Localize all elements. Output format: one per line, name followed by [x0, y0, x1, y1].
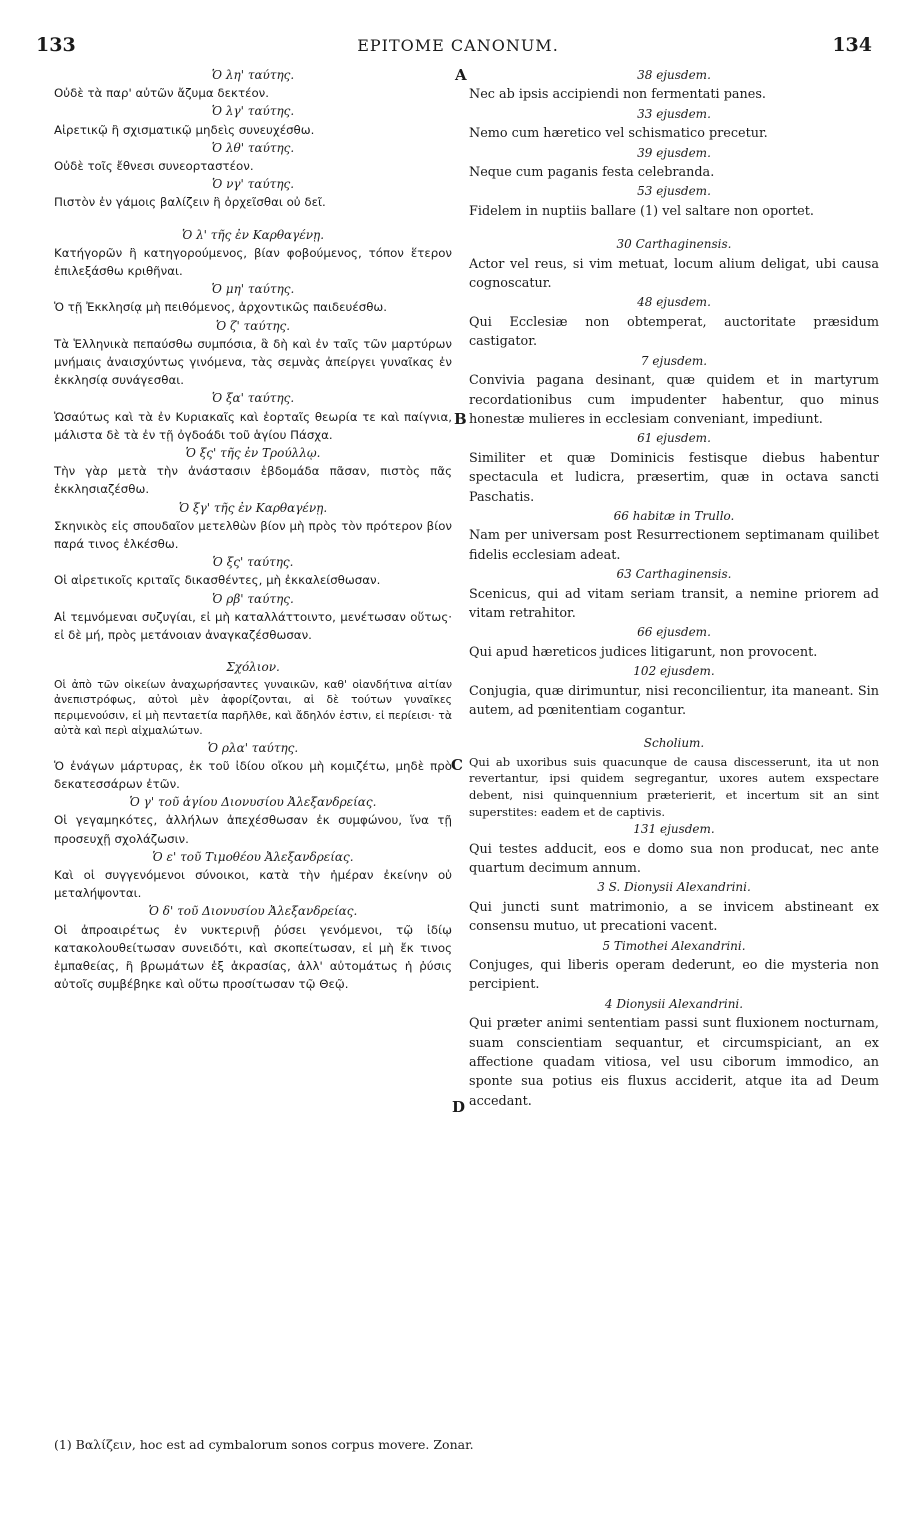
greek-canon-entry — [54, 102, 452, 138]
greek-canon-text: Πιστὸν ἐν γάμοις βαλίζειν ἢ ὀρχεῖσθαι οὐ δεῖ. — [54, 195, 326, 210]
latin-canon-text: Qui ab uxoribus suis quacunque de causa discesserunt, ita ut non revertantur, ipsi quidem segregantur, uxores autem exspectare debent, nisi quinquennium præterierit, et incertum sit an sint superstites: eadem et de captivis. — [469, 754, 879, 819]
latin-canon-heading: 61 ejusdem. — [637, 431, 711, 446]
greek-canon-heading: Ὁ ρλα' ταύτης. — [207, 740, 299, 755]
greek-canon-entry — [54, 793, 452, 848]
greek-canon-entry — [54, 139, 452, 175]
latin-canon-heading: 5 Timothei Alexandrini. — [602, 938, 746, 953]
latin-canon-heading: 3 S. Dionysii Alexandrini. — [597, 880, 751, 895]
margin-letter-c: C — [451, 756, 463, 774]
section-gap — [469, 221, 879, 235]
latin-canon-text: Conjuges, qui liberis operam dederunt, eo die mysteria non percipient. — [469, 958, 879, 993]
greek-canon-heading: Ὁ λθ' ταύτης. — [211, 140, 295, 155]
page-header — [0, 34, 916, 60]
greek-canon-text: Κατήγορῶν ἢ κατηγορούμενος, βίαν φοβούμενος, τόπον ἕτερον ἐπιλεξάσθω κριθῆναι. — [54, 245, 452, 279]
latin-canon-entry — [469, 105, 879, 144]
latin-canon-heading: 39 ejusdem. — [637, 145, 711, 160]
greek-canon-heading: Ὁ μη' ταύτης. — [211, 282, 295, 297]
latin-canon-heading: 131 ejusdem. — [633, 822, 715, 837]
latin-canon-text: Qui Ecclesiæ non obtemperat, auctoritate præsidum castigator. — [469, 314, 879, 350]
latin-column — [469, 66, 879, 1111]
latin-canon-entry — [469, 182, 879, 221]
section-gap — [54, 212, 452, 226]
latin-canon-entry — [469, 937, 879, 995]
greek-canon-entry — [54, 280, 452, 316]
latin-canon-heading: 66 ejusdem. — [637, 625, 711, 640]
latin-canon-entry — [469, 734, 879, 820]
greek-column — [54, 66, 452, 993]
latin-canon-text: Nam per universam post Resurrectionem septimanam quilibet fidelis ecclesiam adeat. — [469, 528, 879, 563]
latin-canon-text: Qui juncti sunt matrimonio, a se invicem abstineant ex consensu mutuo, ut precationi vacent. — [469, 899, 879, 935]
latin-canon-entry — [469, 507, 879, 565]
greek-canon-entry — [54, 499, 452, 554]
latin-canon-text: Qui præter animi sententiam passi sunt fluxionem nocturnam, suam conscientiam sequantur, et circumspiciant, an ex affectione quadam vitiosa, vel usu ciborum immodico, an sponte sua potius eis fluxus acciderit, atque ita ad Deum accedant. — [469, 1016, 879, 1109]
latin-canon-heading: 63 Carthaginensis. — [616, 567, 732, 582]
latin-canon-text: Convivia pagana desinant, quæ quidem et in martyrum recordationibus cum impudenter habentur, quo minus honestæ mulieres in ecclesiam conveniant, impediunt. — [469, 373, 879, 427]
greek-canon-heading: Ὁ λγ' ταύτης. — [211, 104, 295, 119]
greek-canon-text: Αἱ τεμνόμεναι συζυγίαι, εἰ μὴ καταλλάττοιντο, μενέτωσαν οὕτως· εἰ δὲ μή, πρὸς μετάνοιαν ἀναγκαζέσθωσαν. — [54, 609, 452, 643]
greek-canon-heading: Ὁ νγ' ταύτης. — [211, 177, 295, 192]
latin-canon-text: Nemo cum hæretico vel schismatico precetur. — [469, 126, 768, 142]
greek-canon-text: Αἱρετικῷ ἢ σχισματικῷ μηδεὶς συνευχέσθω. — [54, 122, 315, 137]
latin-canon-entry — [469, 235, 879, 293]
latin-canon-text: Fidelem in nuptiis ballare (1) vel saltare non oportet. — [469, 203, 814, 219]
latin-canon-entry — [469, 352, 879, 430]
latin-canon-entry — [469, 623, 879, 662]
greek-canon-heading: Ὁ ξγ' τῆς ἐν Καρθαγένῃ. — [178, 500, 328, 515]
section-gap — [469, 720, 879, 734]
greek-canon-entry — [54, 902, 452, 993]
greek-canon-text: Οἱ ἀπὸ τῶν οἰκείων ἀναχωρήσαντες γυναικῶν, καθ' οἱανδήτινα αἰτίαν ἀνεπιστρόφως, αὐτοὶ μὲν ἀφορίζονται, αἱ δὲ τούτων γυναῖκες περιμενούσιν, εἰ μὴ πενταετία παρῆλθε, καὶ ἄδηλόν ἐστιν, εἰ περίεισι· τὰ αὐτὰ καὶ περὶ αἰχμαλώτων. — [54, 677, 452, 737]
greek-canon-entry — [54, 739, 452, 794]
greek-canon-heading: Ὁ λ' τῆς ἐν Καρθαγένῃ. — [181, 227, 325, 242]
greek-canon-entry — [54, 175, 452, 211]
greek-canon-text: Τὴν γὰρ μετὰ τὴν ἀνάστασιν ἑβδομάδα πᾶσαν, πιστὸς πᾶς ἐκκλησιαζέσθω. — [54, 464, 452, 497]
greek-canon-entry — [54, 317, 452, 390]
running-title: EPITOME CANONUM. — [357, 36, 559, 55]
greek-canon-heading: Ὁ ρβ' ταύτης. — [212, 591, 294, 606]
latin-canon-entry — [469, 995, 879, 1111]
greek-canon-entry — [54, 658, 452, 738]
margin-letter-d: D — [452, 1098, 466, 1116]
section-gap — [54, 644, 452, 658]
greek-canon-text: Οἱ γεγαμηκότες, ἀλλήλων ἀπεχέσθωσαν ἐκ συμφώνου, ἵνα τῇ προσευχῇ σχολάζωσιν. — [54, 813, 452, 846]
greek-canon-text: Οἱ ἀπροαιρέτως ἐν νυκτερινῇ ῥύσει γενόμενοι, τῷ ἰδίῳ κατακολουθείτωσαν συνειδότι, καὶ σκοπείτωσαν, εἰ μὴ ἔκ τινος ἐμπαθείας, ἢ βρωμάτων ἐξ ἀκρασίας, ἀλλ' αὐτομάτως ἡ ῥύσις αὐτοῖς συμβέβηκε καὶ οὕτω προσίτωσαν τῷ Θεῷ. — [54, 922, 452, 992]
greek-canon-text: Οἱ αἱρετικοῖς κριταῖς δικασθέντες, μὴ ἐκκαλείσθωσαν. — [54, 573, 381, 588]
margin-letter-b: B — [454, 410, 467, 428]
greek-canon-entry — [54, 226, 452, 281]
greek-canon-heading: Ὁ ε' τοῦ Τιμοθέου Ἀλεξανδρείας. — [152, 849, 354, 864]
latin-canon-entry — [469, 429, 879, 507]
page-number-right: 134 — [832, 34, 872, 56]
latin-canon-entry — [469, 820, 879, 878]
greek-canon-entry — [54, 66, 452, 102]
greek-canon-heading: Ὁ ξς' τῆς ἐν Τρούλλῳ. — [185, 446, 321, 461]
greek-canon-entry — [54, 389, 452, 444]
greek-canon-text: Τὰ Ἑλληνικὰ πεπαύσθω συμπόσια, ἃ δὴ καὶ ἐν ταῖς τῶν μαρτύρων μνήμαις ἀναισχύντως γινόμενα, τὰς σεμνὰς ἀπείργει γυναῖκας ἐν ἐκκλησίᾳ συνάγεσθαι. — [54, 336, 452, 388]
greek-canon-text: Καὶ οἱ συγγενόμενοι σύνοικοι, κατὰ τὴν ἡμέραν ἐκείνην οὐ μεταλήψονται. — [54, 867, 452, 901]
latin-canon-entry — [469, 878, 879, 936]
latin-canon-heading: 48 ejusdem. — [637, 295, 711, 310]
latin-canon-heading: 53 ejusdem. — [637, 184, 711, 199]
latin-canon-heading: 7 ejusdem. — [640, 353, 708, 368]
latin-canon-text: Neque cum paganis festa celebranda. — [469, 165, 715, 181]
greek-canon-entry — [54, 590, 452, 645]
greek-canon-heading: Ὁ ξα' ταύτης. — [211, 391, 295, 406]
latin-canon-heading: 102 ejusdem. — [633, 664, 715, 679]
latin-canon-entry — [469, 144, 879, 183]
latin-canon-heading: 33 ejusdem. — [637, 106, 711, 121]
greek-canon-heading: Σχόλιον. — [226, 660, 280, 675]
latin-canon-entry — [469, 662, 879, 720]
greek-canon-text: Οὐδὲ τοῖς ἔθνεσι συνεορταστέον. — [54, 159, 254, 174]
margin-letter-a: A — [455, 66, 467, 84]
greek-canon-text: Ὁ τῇ Ἐκκλησίᾳ μὴ πειθόμενος, ἀρχοντικῶς παιδευέσθω. — [54, 300, 388, 315]
latin-canon-text: Scenicus, qui ad vitam seriam transit, a nemine priorem ad vitam retrahitor. — [469, 586, 879, 621]
latin-canon-entry — [469, 565, 879, 623]
latin-canon-heading: 30 Carthaginensis. — [616, 237, 732, 252]
greek-canon-heading: Ὁ λη' ταύτης. — [211, 68, 295, 82]
latin-canon-text: Similiter et quæ Dominicis festisque diebus habentur spectacula et ludicra, præsertim, quæ in octava sancti Paschatis. — [469, 450, 879, 505]
latin-canon-entry — [469, 66, 879, 105]
latin-canon-text: Actor vel reus, si vim metuat, locum alium deligat, ubi causa cognoscatur. — [469, 256, 879, 292]
page-number-left: 133 — [36, 34, 76, 56]
greek-canon-heading: Ὁ δ' τοῦ Διονυσίου Ἀλεξανδρείας. — [148, 904, 358, 919]
greek-canon-text: Ὁ ἐνάγων μάρτυρας, ἐκ τοῦ ἰδίου οἴκου μὴ κομιζέτω, μηδὲ πρὸ δεκατεσσάρων ἐτῶν. — [54, 758, 452, 791]
latin-canon-text: Nec ab ipsis accipiendi non fermentati panes. — [469, 87, 766, 103]
latin-canon-text: Qui testes adducit, eos e domo sua non producat, nec ante quartum decimum annum. — [469, 841, 879, 876]
greek-canon-entry — [54, 848, 452, 903]
latin-canon-text: Qui apud hæreticos judices litigarunt, non provocent. — [469, 644, 818, 660]
greek-canon-heading: Ὁ γ' τοῦ ἁγίου Διονυσίου Ἀλεξανδρείας. — [129, 795, 377, 810]
greek-canon-entry — [54, 444, 452, 499]
greek-canon-entry — [54, 553, 452, 589]
greek-canon-heading: Ὁ ζ' ταύτης. — [215, 318, 291, 333]
latin-canon-entry — [469, 293, 879, 351]
latin-canon-heading: 66 habitæ in Trullo. — [613, 508, 735, 523]
greek-canon-text: Ὡσαύτως καὶ τὰ ἐν Κυριακαῖς καὶ ἑορταῖς θεωρία τε καὶ παίγνια, μάλιστα δὲ τὰ ἐν τῇ ὀγδοάδι τοῦ ἁγίου Πάσχα. — [54, 409, 452, 442]
greek-canon-text: Οὐδὲ τὰ παρ' αὐτῶν ἄζυμα δεκτέον. — [54, 86, 269, 101]
greek-canon-heading: Ὁ ξς' ταύτης. — [212, 555, 294, 570]
latin-canon-heading: 38 ejusdem. — [637, 68, 711, 82]
footnote: (1) Βαλίζειν, hoc est ad cymbalorum sonos corpus movere. Zonar. — [54, 1437, 474, 1452]
latin-canon-text: Conjugia, quæ dirimuntur, nisi reconcilientur, ita maneant. Sin autem, ad pœnitentiam cogantur. — [469, 683, 879, 718]
latin-canon-heading: Scholium. — [643, 736, 705, 751]
greek-canon-text: Σκηνικὸς εἰς σπουδαῖον μετελθὼν βίον μὴ πρὸς τὸν πρότερον βίον παρά τινος ἑλκέσθω. — [54, 518, 452, 552]
latin-canon-heading: 4 Dionysii Alexandrini. — [604, 996, 744, 1011]
